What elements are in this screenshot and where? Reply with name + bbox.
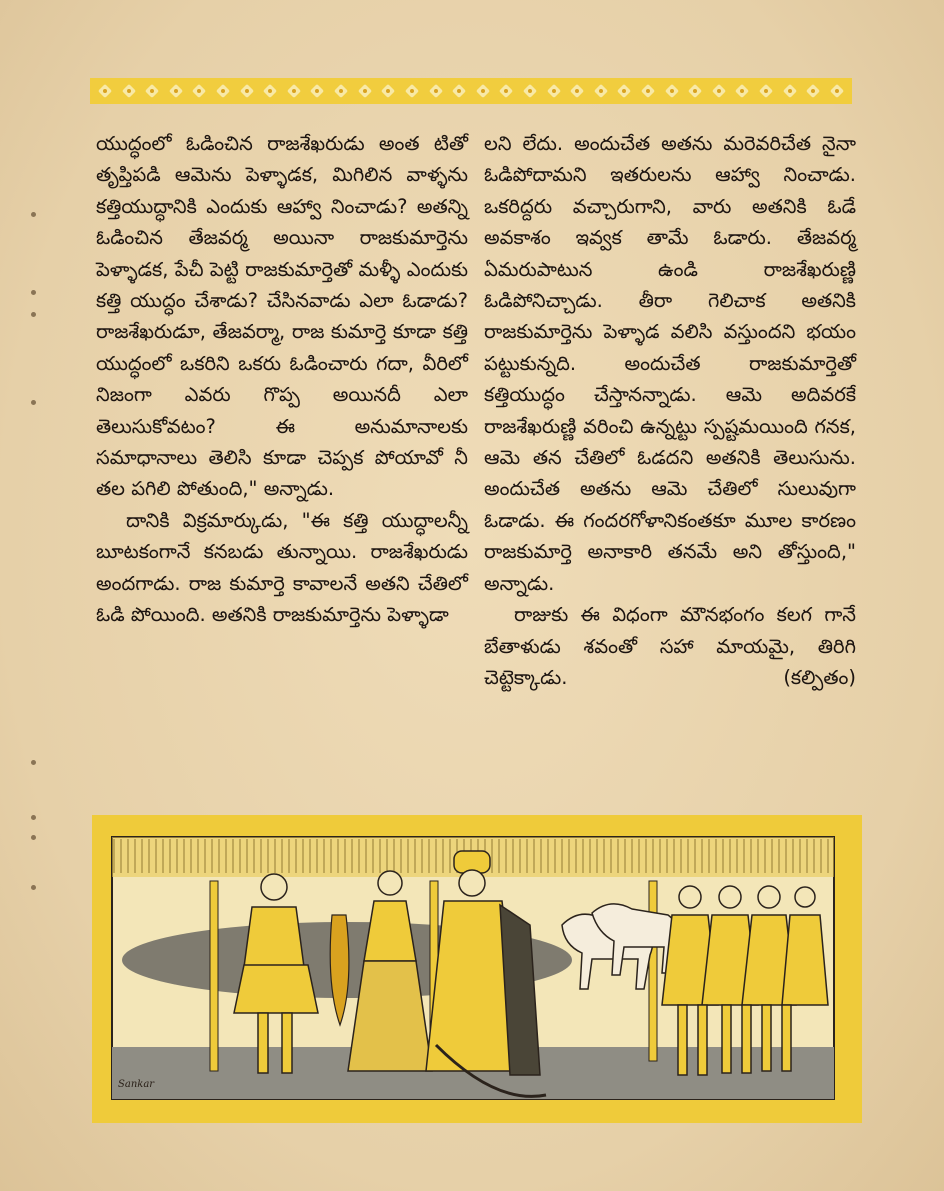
diamond-motif-icon [639, 82, 657, 100]
text-column-left [96, 128, 468, 631]
diamond-motif-icon [568, 82, 586, 100]
binding-hole [31, 885, 36, 890]
decorative-border-band [90, 78, 852, 104]
diamond-motif-icon [285, 82, 303, 100]
artist-signature: Sankar [118, 1079, 155, 1090]
paragraph: యుద్ధంలో ఓడించిన రాజశేఖరుడు అంత టితో తృప్తిపడి ఆమెను పెళ్ళాడక, మిగిలిన వాళ్ళను కత్తియుద్ధానికి ఎందుకు ఆహ్వా నించాడు? అతన్ని ఓడించిన తేజవర్మ అయినా రాజకుమార్తెను పెళ్ళాడక, పేచీ పెట్టి రాజకుమార్తెతో మళ్ళీ ఎందుకు కత్తి యుద్ధం చేశాడు? చేసినవాడు ఎలా ఓడాడు? రాజశేఖరుడూ, తేజవర్మా, రాజ కుమార్తె కూడా కత్తి యుద్ధంలో ఒకరిని ఒకరు ఓడించారు గదా, వీరిలో నిజంగా ఎవరు గొప్ప అయినదీ ఎలా తెలుసుకోవటం? ఈ అనుమానాలకు సమాధానాలు తెలిసి కూడా చెప్పక పోయావో నీ తల పగిలి పోతుంది," అన్నాడు. [96, 132, 468, 501]
diamond-motif-icon [356, 82, 374, 100]
pillar [649, 881, 657, 1061]
diamond-motif-icon [120, 82, 138, 100]
diamond-motif-icon [804, 82, 822, 100]
signoff-label: (కల్పితం) [783, 665, 856, 689]
diamond-motif-icon [379, 82, 397, 100]
diamond-motif-icon [545, 82, 563, 100]
diamond-motif-icon [214, 82, 232, 100]
binding-hole [31, 312, 36, 317]
diamond-motif-icon [308, 82, 326, 100]
diamond-motif-icon [663, 82, 681, 100]
diamond-motif-icon [521, 82, 539, 100]
paragraph: రాజుకు ఈ విధంగా మౌనభంగం కలగ గానే బేతాళుడు శవంతో సహా మాయమై, తిరిగి చెట్టెక్కాడు. [484, 603, 856, 689]
diamond-motif-icon [190, 82, 208, 100]
diamond-motif-icon [143, 82, 161, 100]
paragraph-with-signoff [484, 599, 856, 693]
paragraph: లని లేదు. అందుచేత అతను మరెవరిచేత నైనా ఓడిపోదామని ఇతరులను ఆహ్వా నించాడు. ఒకరిద్దరు వచ్చారుగాని, వారు అతనికి ఓడే అవకాశం ఇవ్వక తామే ఓడారు. తేజవర్మ ఏమరుపాటున ఉండి రాజశేఖరుణ్ణి ఓడిపోనిచ్చాడు. తీరా గెలిచాక అతనికి రాజకుమార్తెను పెళ్ళాడ వలిసి వస్తుందని భయం పట్టుకున్నది. అందుచేత రాజకుమార్తెతో కత్తియుద్ధం చేస్తానన్నాడు. ఆమె అదివరకే రాజశేఖరుణ్ణి వరించి ఉన్నట్టు స్పష్టమయింది గనక, ఆమె తన చేతిలో ఓడదని అతనికి తెలుసును. అందుచేత అతను ఆమె చేతిలో సులువుగా ఓడాడు. ఈ గందరగోళానికంతకూ మూల కారణం రాజకుమార్తె అనాకారి తనమే అని తోస్తుంది," అన్నాడు. [484, 132, 856, 595]
diamond-motif-icon [828, 82, 846, 100]
diamond-motif-icon [757, 82, 775, 100]
illustration-drawing [92, 815, 862, 1123]
binding-hole [31, 212, 36, 217]
diamond-motif-icon [261, 82, 279, 100]
diamond-motif-icon [497, 82, 515, 100]
binding-hole [31, 760, 36, 765]
pillar [210, 881, 218, 1071]
paragraph: దానికి విక్రమార్కుడు, "ఈ కత్తి యుద్ధాలన్నీ బూటకంగానే కనబడు తున్నాయి. రాజశేఖరుడు అందగాడు. రాజ కుమార్తె కావాలనే అతని చేతిలో ఓడి పోయింది. అతనికి రాజకుమార్తెను పెళ్ళాడా [96, 508, 468, 627]
diamond-motif-icon [733, 82, 751, 100]
diamond-motif-icon [592, 82, 610, 100]
diamond-motif-icon [96, 82, 114, 100]
diamond-motif-icon [615, 82, 633, 100]
diamond-motif-icon [686, 82, 704, 100]
binding-hole [31, 835, 36, 840]
binding-hole [31, 290, 36, 295]
diamond-motif-icon [450, 82, 468, 100]
diamond-motif-icon [427, 82, 445, 100]
diamond-motif-icon [781, 82, 799, 100]
binding-hole [31, 400, 36, 405]
diamond-motif-icon [474, 82, 492, 100]
court-scene-illustration [92, 815, 862, 1123]
diamond-motif-icon [238, 82, 256, 100]
diamond-motif-icon [167, 82, 185, 100]
diamond-motif-icon [332, 82, 350, 100]
text-column-right [484, 128, 856, 693]
binding-hole [31, 815, 36, 820]
diamond-motif-icon [403, 82, 421, 100]
diamond-motif-icon [710, 82, 728, 100]
